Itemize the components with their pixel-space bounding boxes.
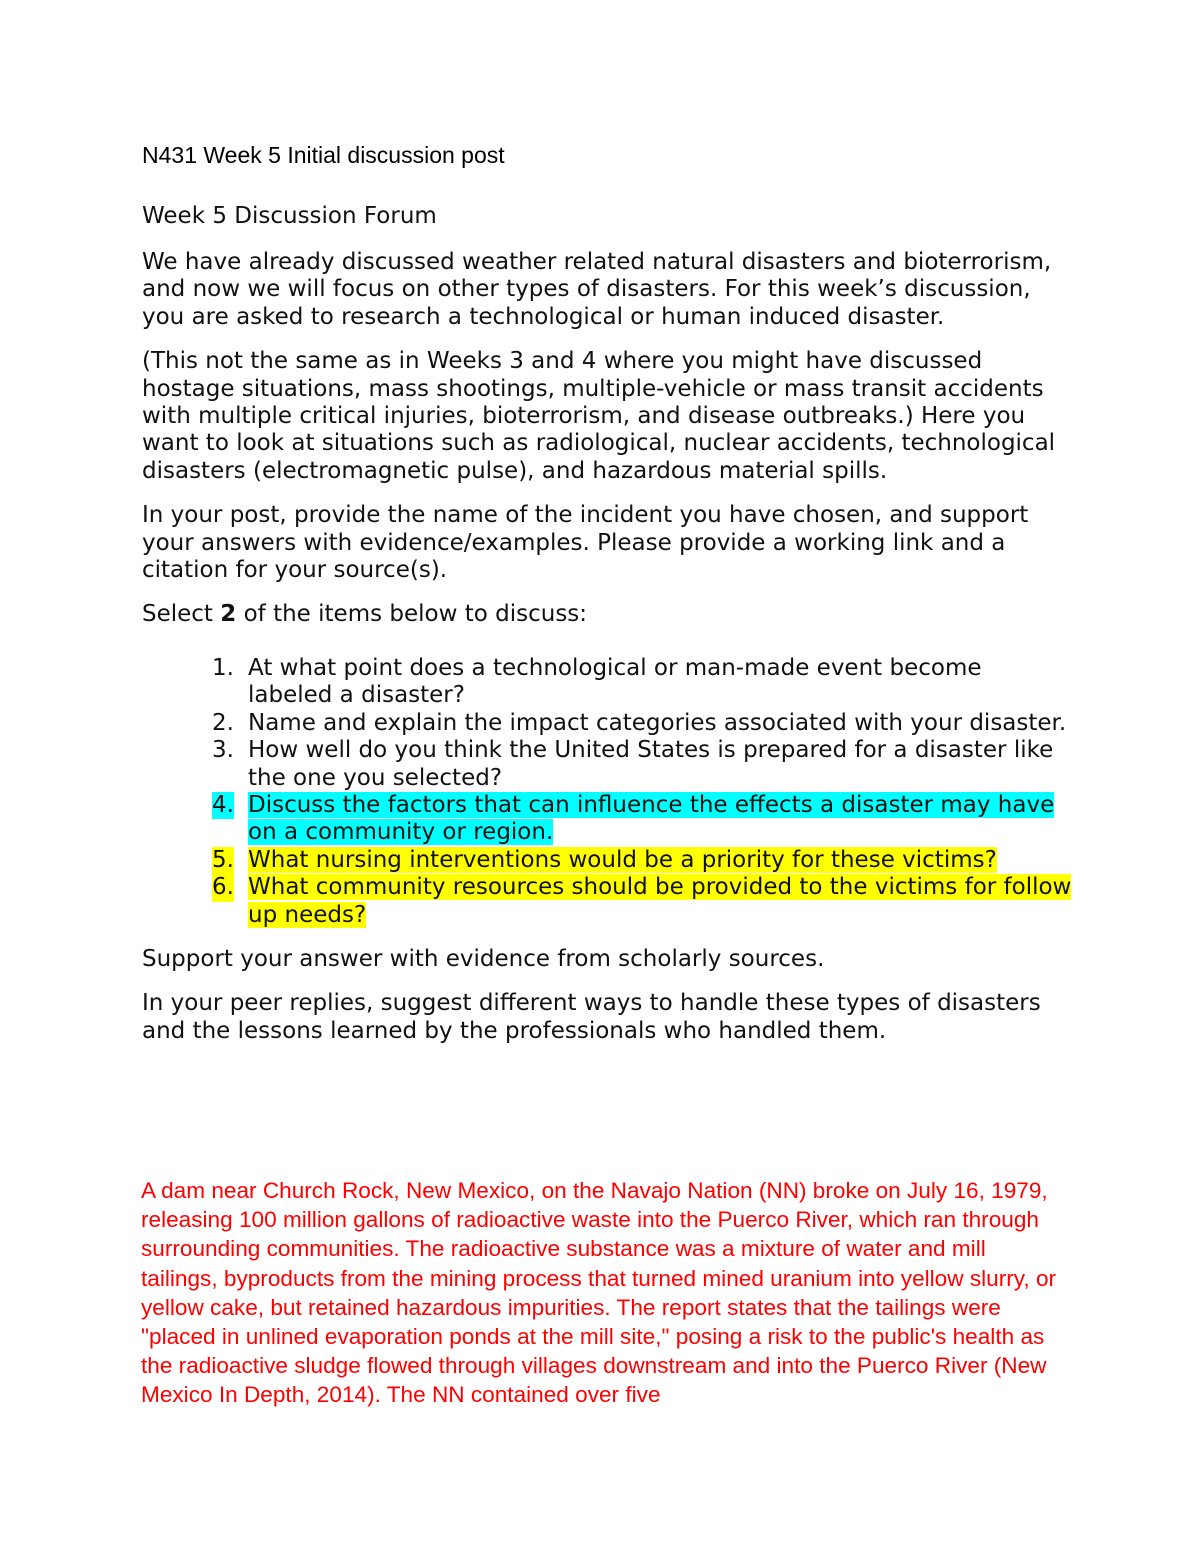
list-item-number: 6. [212, 874, 234, 901]
instructions-paragraph: In your post, provide the name of the incident you have chosen, and support your answers with evidence/examples. Please provide a working link and a citation for your source(s). [142, 502, 1029, 584]
student-answer-paragraph: A dam near Church Rock, New Mexico, on the Navajo Nation (NN) broke on July 16, 1979, releasing 100 million gallons of radioactive waste into the Puerco River, which ran through surrounding communities. The radioactive substance was a mixture of water and mill tailings, byproducts from the mining process that turned mined uranium into yellow slurry, or yellow cake, but retained hazardous impurities. The report states that the tailings were "placed in unlined evaporation ponds at the mill site," posing a risk to the public's health as the radioactive sludge flowed through villages downstream and into the Puerco River (New Mexico In Depth, 2014). The NN contained over five [141, 1178, 1057, 1408]
document-title: N431 Week 5 Initial discussion post [142, 142, 505, 168]
list-item-text: What nursing interventions would be a priority for these victims? [248, 846, 997, 873]
list-item-highlighted-yellow [142, 847, 1072, 874]
prompt-body [142, 200, 1072, 1062]
list-item-text: Name and explain the impact categories associated with your disaster. [248, 709, 1067, 736]
list-item-number: 2. [212, 709, 234, 736]
select-instruction [142, 601, 1072, 628]
peer-replies-paragraph: In your peer replies, suggest different ways to handle these types of disasters and the lessons learned by the professionals who handled them. [142, 990, 1041, 1044]
list-item [142, 710, 1072, 737]
list-item-text: What community resources should be provided to the victims for follow up needs? [248, 874, 1072, 928]
list-item-highlighted-cyan [142, 792, 1072, 847]
list-item-number: 5. [212, 846, 234, 873]
select-count: 2 [220, 601, 237, 628]
list-item-text: At what point does a technological or man-made event become labeled a disaster? [248, 654, 982, 709]
discussion-items-list [142, 655, 1072, 929]
intro-paragraph: We have already discussed weather related natural disasters and bioterrorism, and now we will focus on other types of disasters. For this week’s discussion, you are asked to research a technological or human induced disaster. [142, 249, 1052, 330]
forum-heading: Week 5 Discussion Forum [142, 203, 437, 229]
list-item-number: 4. [212, 791, 234, 818]
list-item [142, 737, 1072, 792]
list-item-text: How well do you think the United States is prepared for a disaster like the one you selected? [248, 737, 1054, 791]
select-suffix: of the items below to discuss: [236, 601, 588, 628]
list-item [142, 655, 1072, 710]
clarification-paragraph: (This not the same as in Weeks 3 and 4 where you might have discussed hostage situations, mass shootings, multiple-vehicle or mass transit accidents with multiple critical injuries, bioterrorism, and disease outbreaks.) Here you want to look at situations such as radiological, nuclear accidents, technological disasters (electromagnetic pulse), and hazardous material spills. [142, 348, 1056, 484]
list-item-number: 3. [212, 737, 234, 764]
support-paragraph: Support your answer with evidence from scholarly sources. [142, 945, 825, 972]
select-prefix: Select [142, 601, 221, 628]
list-item-number: 1. [212, 654, 234, 681]
list-item-highlighted-yellow [142, 874, 1072, 929]
list-item-text: Discuss the factors that can influence the effects a disaster may have on a community or region. [248, 791, 1055, 846]
